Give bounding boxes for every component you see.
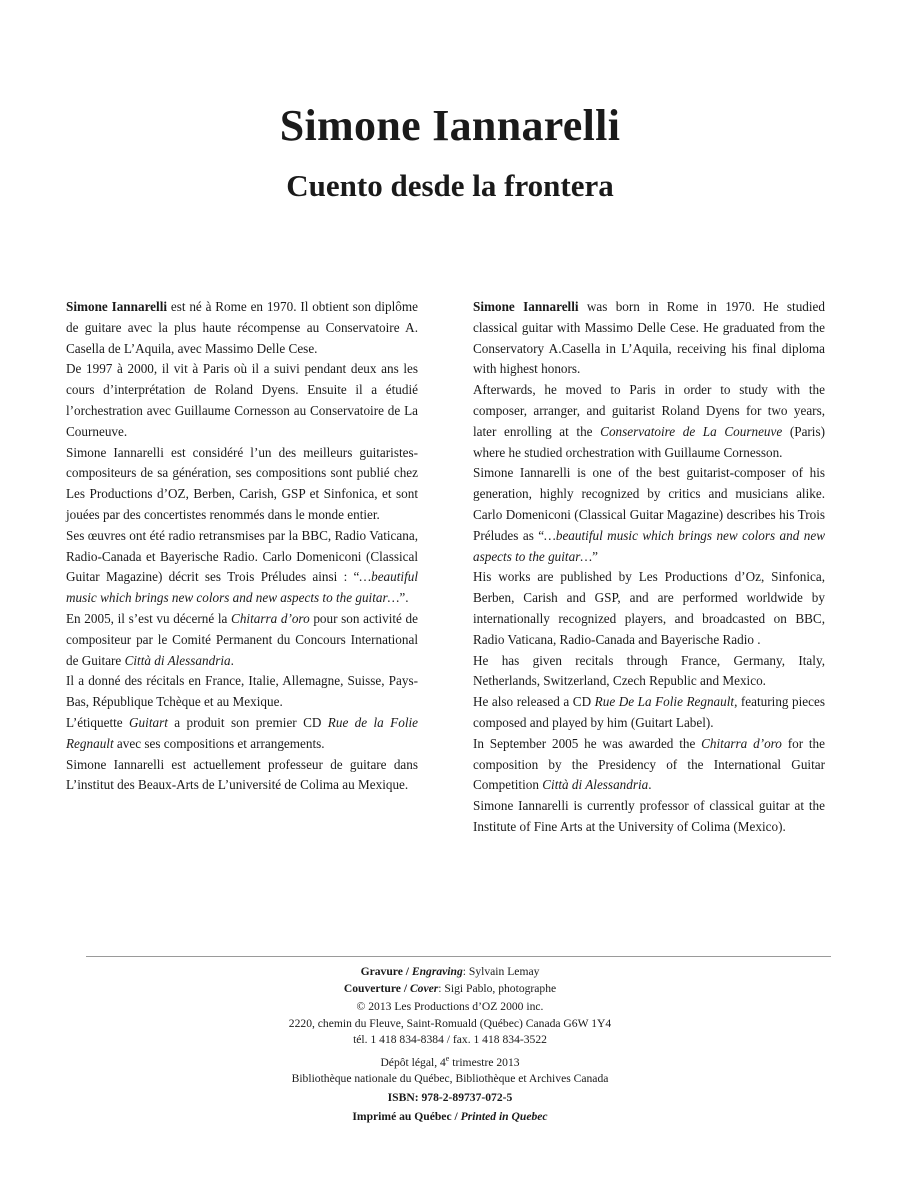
copyright-line: © 2013 Les Productions d’OZ 2000 inc.: [356, 1000, 544, 1014]
engraving-credit: Gravure / Engraving: Sylvain Lemay: [360, 965, 540, 978]
fr-paragraph-7: L’étiquette Guitart a produit son premier CD Rue de la Folie Regnault avec ses compositions et arrangements.: [66, 714, 418, 751]
cover-credit: Couverture / Cover: Sigi Pablo, photographe: [343, 981, 557, 995]
printed-in: Imprimé au Québec / Printed in Quebec: [352, 1109, 548, 1123]
en-paragraph-8: Simone Iannarelli is currently professor of classical guitar at the Institute of Fine Arts at the University of Colima (Mexico).: [473, 798, 825, 834]
en-paragraph-6: He also released a CD Rue De La Folie Regnault, featuring pieces composed and played by him (Guitart Label).: [473, 694, 825, 730]
fr-quote: …beautiful music which brings new colors and new aspects to the guitar…: [66, 569, 418, 606]
colophon-divider: [86, 956, 831, 957]
en-paragraph-3: Simone Iannarelli is one of the best guitarist-composer of his generation, highly recognized by critics and musicians alike. Carlo Domeniconi (Classical Guitar Magazine) describes his Trois Préludes as “…beautiful music which brings new colors and new aspects to the guitar…”: [473, 465, 825, 564]
en-paragraph-5: He has given recitals through France, Germany, Italy, Netherlands, Switzerland, Czech Republic and Mexico.: [473, 652, 825, 689]
en-paragraph-7: In September 2005 he was awarded the Chitarra d’oro for the composition by the Presidency of the International Guitar Competition Città di Alessandria.: [473, 735, 826, 793]
fr-paragraph-3: Simone Iannarelli est considéré l’un des meilleurs guitaristes-compositeurs de sa génération, ses compositions sont publié chez Les Productions d’OZ, Berben, Carish, GSP et Sinfonica, et sont jouées par des concertistes renommés dans le monde entier.: [66, 444, 418, 522]
french-biography-column: [66, 297, 418, 796]
fr-composer-name: Simone Iannarelli: [66, 299, 168, 314]
fr-paragraph-5: En 2005, il s’est vu décerné la Chitarra d’oro pour son activité de compositeur par le Comité Permanent du Concours International de Guitare Città di Alessandria.: [66, 610, 418, 668]
legal-deposit: Dépôt légal, 4e trimestre 2013: [380, 1053, 520, 1069]
page-subtitle: Cuento desde la frontera: [286, 168, 614, 203]
en-paragraph-1: Simone Iannarelli was born in Rome in 1970. He studied classical guitar with Massimo Delle Cese. He graduated from the Conservatory A.Casella in L’Aquila, receiving his final diploma with highest honors.: [473, 299, 825, 377]
publisher-phone: tél. 1 418 834-8384 / fax. 1 418 834-3522: [353, 1033, 547, 1047]
fr-paragraph-8: Simone Iannarelli est actuellement professeur de guitare dans L’institut des Beaux-Arts de L’université de Colima au Mexique.: [66, 756, 418, 793]
fr-paragraph-2: De 1997 à 2000, il vit à Paris où il a suivi pendant deux ans les cours d’interprétation de Roland Dyens. Ensuite il a étudié l’orchestration avec Guillaume Cornesson au Conservatoire de La Courneuve.: [66, 361, 418, 439]
colophon: [0, 964, 900, 1125]
libraries-line: Bibliothèque nationale du Québec, Bibliothèque et Archives Canada: [291, 1072, 609, 1086]
isbn: ISBN: 978-2-89737-072-5: [387, 1091, 513, 1105]
fr-paragraph-4: Ses œuvres ont été radio retransmises par la BBC, Radio Vaticana, Radio-Canada et Bayerische Radio. Carlo Domeniconi (Classical Guitar Magazine) décrit ses Trois Préludes ainsi : “…beautiful music which brings new colors and new aspects to the guitar…”.: [66, 527, 418, 606]
en-paragraph-4: His works are published by Les Productions d’Oz, Sinfonica, Berben, Carish and GSP, and are performed worldwide by internationally recognized players, and broadcasted on BBC, Radio Vaticana, Radio-Canada and Bayerische Radio .: [473, 569, 825, 647]
publisher-address: 2220, chemin du Fleuve, Saint-Romuald (Québec) Canada G6W 1Y4: [288, 1016, 612, 1030]
en-composer-name: Simone Iannarelli: [473, 299, 579, 314]
en-quote: …beautiful music which brings new colors and new aspects to the guitar…: [473, 527, 825, 564]
en-paragraph-2: Afterwards, he moved to Paris in order to study with the composer, arranger, and guitarist Roland Dyens for two years, later enrolling at the Conservatoire de La Courneuve (Paris) where he studied orchestration with Guillaume Cornesson.: [473, 382, 825, 460]
fr-paragraph-6: Il a donné des récitals en France, Italie, Allemagne, Suisse, Pays-Bas, République Tchèque et au Mexique.: [66, 673, 418, 710]
fr-paragraph-1: Simone Iannarelli est né à Rome en 1970. Il obtient son diplôme de guitare avec la plus haute récompense au Conservatoire A. Casella de L’Aquila, avec Massimo Delle Cese.: [66, 299, 418, 356]
page-title: Simone Iannarelli: [279, 101, 621, 150]
english-biography-column: [473, 297, 825, 838]
